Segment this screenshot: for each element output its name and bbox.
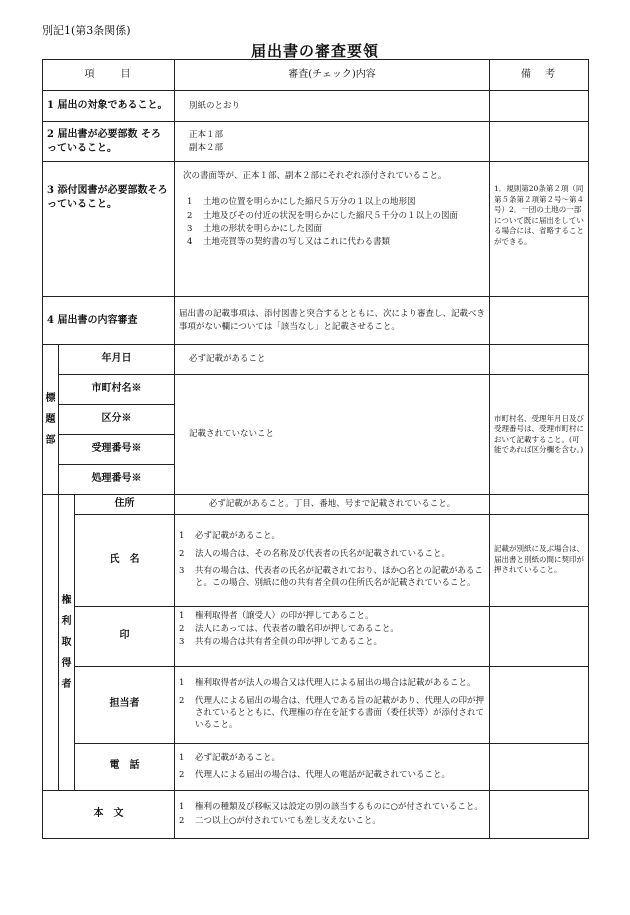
phone-remarks xyxy=(490,743,589,790)
list-item: 1 権利取得者が法人の場合又は代理人による届出の場合は記載があること。 xyxy=(179,678,476,689)
review-table xyxy=(42,59,589,839)
list-item: 4 土地売買等の契約書の写し又はこれに代わる書類 xyxy=(187,237,391,248)
row2-line2: 副本２部 xyxy=(189,142,224,153)
list-item: 2 二つ以上○が付されていても差し支えないこと。 xyxy=(179,815,381,826)
list-item: 3 土地の形状を明らかにした図面 xyxy=(187,223,323,234)
row3-content xyxy=(175,162,490,297)
date-remarks xyxy=(490,345,589,375)
seal-remarks xyxy=(490,606,589,666)
row4-item: 4 届出書の内容審査 xyxy=(43,297,175,345)
date-label: 年月日 xyxy=(59,345,175,375)
receipt-label: 受理番号※ xyxy=(59,435,175,465)
contact-remarks xyxy=(490,666,589,743)
phone-label: 電 話 xyxy=(75,743,175,790)
body-content xyxy=(175,790,490,838)
header-shared-remarks: 市町村名、受理年月日及び受理番号は、受理市町村において記載すること。(可能であれば区分欄を含む。) xyxy=(490,375,589,495)
body-label: 本 文 xyxy=(43,790,175,838)
header-item: 項 目 xyxy=(43,60,175,91)
list-item: 1 土地の位置を明らかにした縮尺５万分の１以上の地形図 xyxy=(187,197,416,208)
list-item: 3 共有の場合は共有者全員の印が押してあること。 xyxy=(179,637,383,648)
address-content: 必ず記載があること。丁目、番地、号まで記載されていること。 xyxy=(175,495,490,515)
row2-remarks xyxy=(490,122,589,162)
header-shared-content: 記載されていないこと xyxy=(175,375,490,495)
list-item: 2 代理人による届出の場合は、代理人の電話が記載されていること。 xyxy=(179,770,451,780)
list-item: 1 権利の種類及び移転又は設定の別の該当するものに○が付されていること。 xyxy=(179,802,483,813)
row4-content: 届出書の記載事項は、添付図書と突合するとともに、次により審査し、記載べき事項がない欄については「該当なし」と記載させること。 xyxy=(175,297,490,345)
header-check: 審査(チェック)内容 xyxy=(175,60,490,91)
address-label: 住所 xyxy=(75,495,175,515)
list-item: 2 土地及びその付近の状況を明らかにした縮尺５千分の１以上の図面 xyxy=(187,210,459,221)
name-remarks: 記載が別紙に及ぶ場合は、届出書と別紙の間に契印が押されていること。 xyxy=(490,514,589,606)
header-section-label: 標 題 部 xyxy=(43,345,59,495)
name-content xyxy=(175,514,490,606)
list-item: 1 必ず記載があること。 xyxy=(179,752,281,763)
list-item: 1 必ず記載があること。 xyxy=(179,531,281,542)
row3-remarks: 1．規則第20条第２項（同第５条第２項第２号～第４号）2．一団の土地の一部について既に届出をしている場合には、省略することができる。 xyxy=(490,162,589,297)
list-item: 2 法人にあっては、代表者の職名印が押してあること。 xyxy=(179,623,399,634)
process-label: 処理番号※ xyxy=(59,465,175,495)
row1-remarks xyxy=(490,91,589,122)
row4-remarks xyxy=(490,297,589,345)
contact-content xyxy=(175,666,490,743)
city-label: 市町村名※ xyxy=(59,375,175,405)
phone-content xyxy=(175,743,490,790)
row3-item: 3 添付図書が必要部数そろっていること。 xyxy=(43,162,175,297)
row1-content: 別紙のとおり xyxy=(175,91,490,122)
division-label: 区分※ xyxy=(59,405,175,435)
row3-intro: 次の書面等が、正本１部、副本２部にそれぞれ添付されていること。 xyxy=(183,171,447,181)
date-content: 必ず記載があること xyxy=(175,345,490,375)
list-item: 3 共有の場合は、代表者の氏名が記載されており、ほか○名との記載があること。この場合、別紙に他の共有者全員の住所氏名が記載されていること。 xyxy=(179,566,483,589)
row2-line1: 正本１部 xyxy=(189,130,224,141)
list-item: 2 法人の場合は、その名称及び代表者の氏名が記載されていること。 xyxy=(179,548,451,559)
page-title: 届出書の審査要領 xyxy=(250,42,379,60)
row2-content xyxy=(175,122,490,162)
row1-item: 1 届出の対象であること。 xyxy=(43,91,175,122)
list-item: 2 代理人による届出の場合は、代理人である旨の記載があり、代理人の印が押されているとともに、代理権の存在を証する書面（委任状等）が添付されていること。 xyxy=(179,695,485,731)
seal-content xyxy=(175,606,490,666)
seal-label: 印 xyxy=(75,606,175,666)
annex-label: 別記1(第3条関係) xyxy=(42,24,131,37)
contact-label: 担当者 xyxy=(75,666,175,743)
header-remarks: 備 考 xyxy=(490,60,589,91)
list-item: 1 権利取得者（譲受人）の印が押してあること。 xyxy=(179,610,374,621)
name-label: 氏 名 xyxy=(75,514,175,606)
row2-item: 2 届出書が必要部数 そろっていること。 xyxy=(43,122,175,162)
address-remarks xyxy=(490,495,589,515)
body-remarks xyxy=(490,790,589,838)
rights-holder-label: 権 利 取 得 者 xyxy=(59,495,75,791)
spacer xyxy=(43,495,59,791)
